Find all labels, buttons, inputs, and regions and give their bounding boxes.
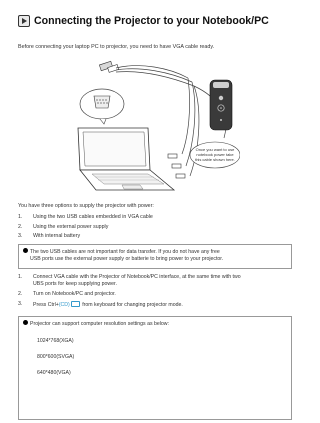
step-3-prefix: Press Ctrl+ xyxy=(33,302,59,308)
power-option-2: Using the external power supply xyxy=(33,223,109,230)
laptop-illustration xyxy=(78,128,185,190)
usb-note-line-1: The two USB cables are not important for data transfer. If you do not have any free xyxy=(30,249,220,255)
bullet-icon xyxy=(23,320,28,325)
resolution-note-intro: Projector can support computer resolution settings as below: xyxy=(30,321,169,327)
list-item: 3. With internal battery xyxy=(18,233,81,239)
projector-illustration xyxy=(210,80,232,130)
power-option-3: With internal battery xyxy=(33,233,81,239)
step-2-text: Turn on Notebook/PC and projector. xyxy=(33,291,116,297)
bullet-icon xyxy=(23,248,28,253)
callout-line-3: this cable shown here. xyxy=(195,157,235,162)
connection-steps-list xyxy=(18,274,290,312)
intro-text: Before connecting your laptop PC to projector, you need to have VGA cable ready. xyxy=(18,44,215,50)
power-options-list xyxy=(18,213,288,242)
step-3-suffix: from keyboard for changing projector mode. xyxy=(80,302,183,308)
list-item: 2. Using the external power supply xyxy=(18,223,109,230)
list-item: 1. Using the two USB cables embedded in VGA cable xyxy=(18,214,153,220)
callout-line-2: notebook power take xyxy=(196,152,234,157)
list-item: 1. Connect VGA cable with the Projector of Notebook/PC interface, at the same time with two UBS ports for keep supplying power. xyxy=(18,274,241,287)
vga-port-callout xyxy=(80,89,124,124)
usb-note-line-2: USB ports use the external power supply or batterie to bring power to your projector. xyxy=(30,256,224,262)
power-cable-callout xyxy=(190,142,240,168)
power-option-1: Using the two USB cables embedded in VGA cable xyxy=(33,214,153,220)
resolution-note-box xyxy=(18,316,292,420)
usb-note-box xyxy=(18,244,292,269)
list-item: 3. Press Ctrl+(CD) from keyboard for changing projector mode. xyxy=(18,301,183,308)
resolution-item: 640*480(VGA) xyxy=(37,370,71,376)
resolution-item: 1024*768(XGA) xyxy=(37,338,74,344)
vga-connector-illustration xyxy=(99,61,118,72)
projector-icon xyxy=(18,15,30,27)
connection-diagram xyxy=(70,58,240,198)
resolution-list xyxy=(23,338,287,376)
page-header xyxy=(18,12,288,30)
step-1-line-1: Connect VGA cable with the Projector of Notebook/PC interface, at the same time with two xyxy=(33,274,241,280)
callout-line-1: Once you want to use xyxy=(195,147,235,152)
list-item: 2. Turn on Notebook/PC and projector. xyxy=(18,291,116,297)
display-switch-key-icon xyxy=(71,301,80,307)
step-1-line-2: UBS ports for keep supplying power. xyxy=(33,281,117,287)
resolution-item: 800*600(SVGA) xyxy=(37,354,75,360)
power-options-intro: You have three options to supply the projector with power: xyxy=(18,203,154,209)
page-title: Connecting the Projector to your Notebook/PC xyxy=(34,15,269,27)
cd-key-label: (CD) xyxy=(58,302,70,308)
